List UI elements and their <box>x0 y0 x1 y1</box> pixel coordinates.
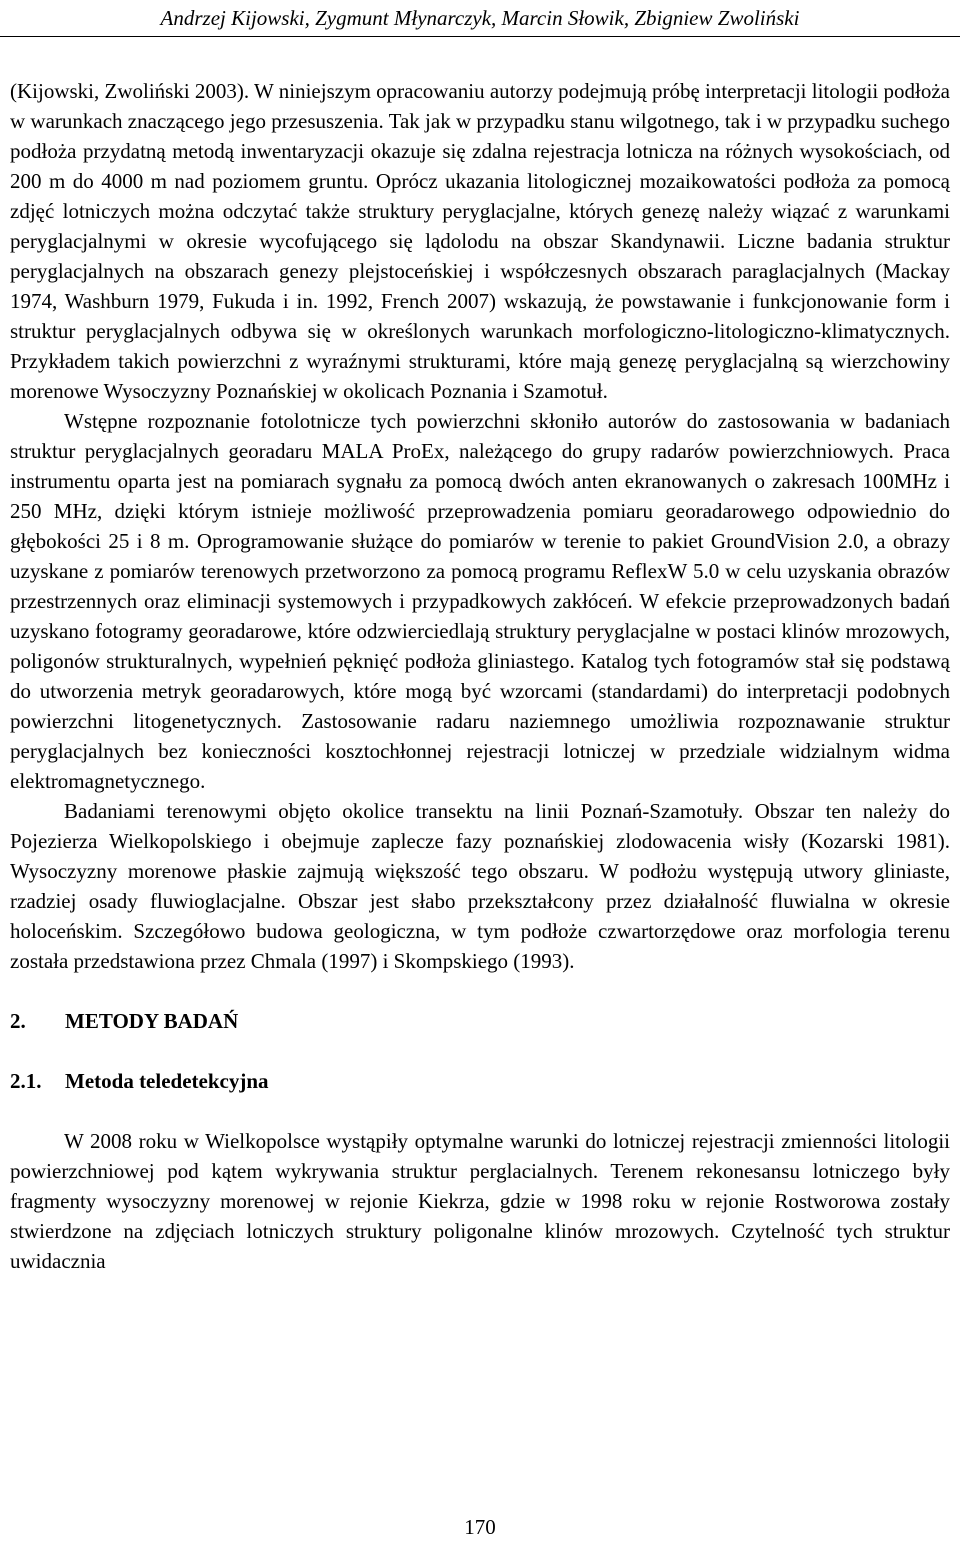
section-number: 2. <box>10 1009 26 1033</box>
running-head: Andrzej Kijowski, Zygmunt Młynarczyk, Marcin Słowik, Zbigniew Zwoliński <box>160 6 800 30</box>
body-text <box>10 76 950 1276</box>
section-title: Metoda teledetekcyjna <box>65 1069 269 1093</box>
paragraph: Badaniami terenowymi objęto okolice transektu na linii Poznań-Szamotuły. Obszar ten należy do Pojezierza Wielkopolskiego i obejmuje zaplecze fazy poznańskiej zlodowacenia wisły (Kozarski 1981). Wysoczyzny morenowe płaskie zajmują większość tego obszaru. W podłożu występują utwory gliniaste, rzadziej osady fluwioglacjalne. Obszar jest słabo przekształcony przez działalność fluwialna w okresie holoceńskim. Szczegółowo budowa geologiczna, w tym podłoże czwartorzędowe oraz morfologia terenu została przedstawiona przez Chmala (1997) i Skompskiego (1993). <box>10 799 950 973</box>
header-rule <box>0 36 960 37</box>
paragraph: (Kijowski, Zwoliński 2003). W niniejszym opracowaniu autorzy podejmują próbę interpretacji litologii podłoża w warunkach znaczącego jego przesuszenia. Tak jak w przypadku stanu wilgotnego, tak i w przypadku suchego podłoża przydatną metodą inwentaryzacji okazuje się zdalna rejestracja lotnicza na różnych wysokościach, od 200 m do 4000 m nad poziomem gruntu. Oprócz ukazania litologicznej mozaikowatości podłoża za pomocą zdjęć lotniczych można odczytać także struktury peryglacjalne, których genezę należy wiązać z warunkami peryglacjalnymi w okresie wycofującego się lądolodu na obszar Skandynawii. Liczne badania struktur peryglacjalnych na obszarach genezy plejstoceńskiej i współczesnych obszarach paraglacjalnych (Mackay 1974, Washburn 1979, Fukuda i in. 1992, French 2007) wskazują, że powstawanie i funkcjonowanie form i struktur peryglacjalnych odbywa się w określonych warunkach morfologiczno-litologiczno-klimatycznych. Przykładem takich powierzchni z wyraźnymi strukturami, które mają genezę peryglacjalną są wierzchowiny morenowe Wysoczyzny Poznańskiej w okolicach Poznania i Szamotuł. <box>10 79 950 403</box>
section-title: METODY BADAŃ <box>65 1009 239 1033</box>
subsection-heading <box>10 1066 950 1096</box>
page-number: 170 <box>464 1515 496 1539</box>
section-number: 2.1. <box>10 1069 42 1093</box>
paragraph: W 2008 roku w Wielkopolsce wystąpiły optymalne warunki do lotniczej rejestracji zmienności litologii powierzchniowej pod kątem wykrywania struktur perglacialnych. Terenem rekonesansu lotniczego były fragmenty wysoczyzny morenowej w rejonie Kiekrza, gdzie w 1998 roku w rejonie Rostworowa zostały stwierdzone na zdjęciach lotniczych struktury poligonalne klinów mrozowych. Czytelność tych struktur uwidacznia <box>10 1129 950 1273</box>
section-heading <box>10 1006 950 1036</box>
paragraph: Wstępne rozpoznanie fotolotnicze tych powierzchni skłoniło autorów do zastosowania w badaniach struktur peryglacjalnych georadaru MALA ProEx, należącego do grupy radarów powierzchniowych. Praca instrumentu oparta jest na pomiarach sygnału za pomocą dwóch anten ekranowanych o zakresach 100MHz i 250 MHz, dzięki którym istnieje możliwość przeprowadzenia pomiaru georadarowego odpowiednio do głębokości 25 i 8 m. Oprogramowanie służące do pomiarów w terenie to pakiet GroundVision 2.0, a obrazy uzyskane z pomiarów terenowych przetworzono za pomocą programu ReflexW 5.0 w celu uzyskania obrazów przestrzennych oraz eliminacji systemowych i przypadkowych zakłóceń. W efekcie przeprowadzonych badań uzyskano fotogramy georadarowe, które odzwierciedlają struktury peryglacjalne w postaci klinów mrozowych, poligonów strukturalnych, wypełnień pęknięć podłoża gliniastego. Katalog tych fotogramów stał się podstawą do utworzenia metryk georadarowych, które mogą być wzorcami (standardami) do interpretacji podobnych powierzchni litogenetycznych. Zastosowanie radaru naziemnego umożliwia rozpoznawanie struktur peryglacjalnych bez konieczności kosztochłonnej rejestracji lotniczej w przedziale widzialnym widma elektromagnetycznego. <box>10 409 950 793</box>
